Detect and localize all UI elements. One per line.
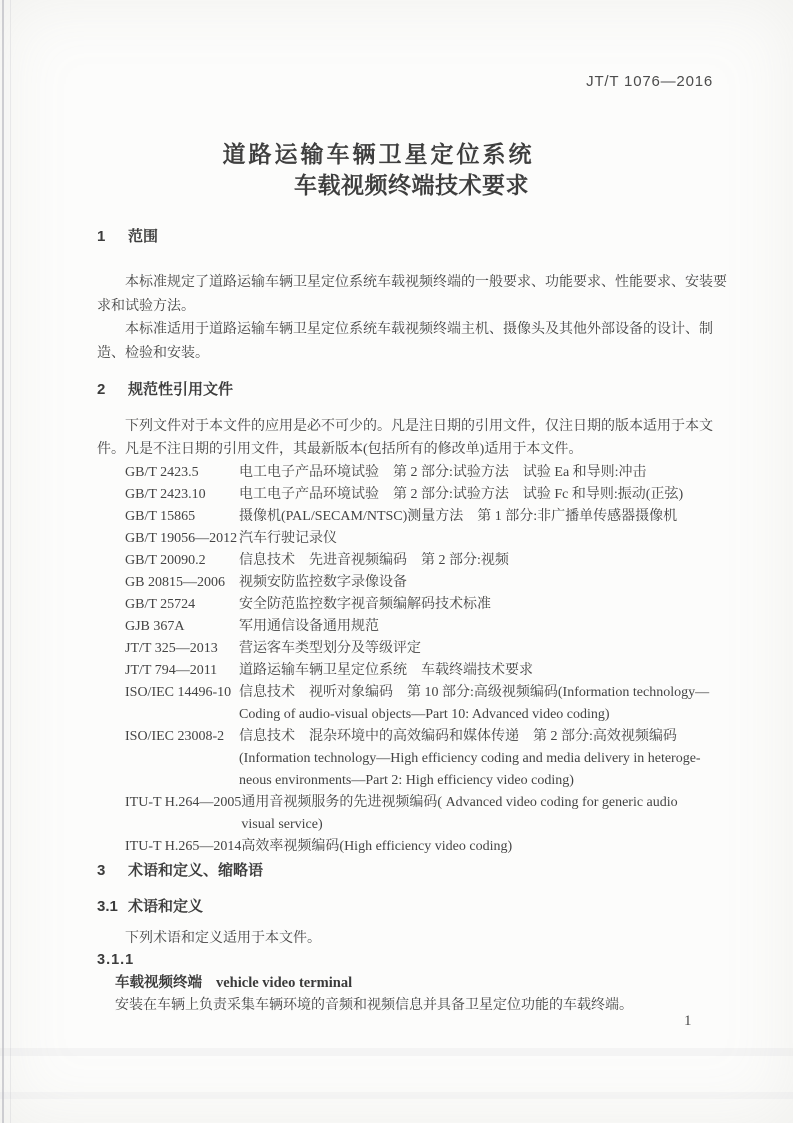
reference-title-line: 军用通信设备通用规范: [239, 619, 379, 634]
term-name-chinese: 车载视频终端: [115, 975, 202, 991]
page-number: 1: [684, 1013, 692, 1029]
reference-code: GB/T 20090.2: [125, 553, 206, 568]
reference-code: GB/T 15865: [125, 509, 196, 524]
reference-title-line: (Information technology—High efficiency coding and media delivery in heteroge-: [239, 751, 701, 766]
reference-title: [239, 616, 733, 638]
reference-code: JT/T 325—2013: [125, 641, 218, 656]
reference-title-line: 高效率视频编码(High efficiency video coding): [241, 839, 513, 854]
reference-item: [97, 836, 733, 858]
reference-title-line: 电工电子产品环境试验 第 2 部分:试验方法 试验 Ea 和导则:冲击: [239, 465, 647, 480]
reference-title-line: 信息技术 视听对象编码 第 10 部分:高级视频编码(Information technology—: [239, 685, 710, 700]
reference-title-line: 通用音视频服务的先进视频编码( Advanced video coding for generic audio: [241, 795, 678, 810]
title-line-1: 道路运输车辆卫星定位系统: [222, 141, 535, 167]
reference-item: [97, 484, 733, 506]
reference-code: ISO/IEC 14496-10: [125, 685, 232, 700]
term-entry-title: [115, 974, 727, 992]
reference-title-line: 信息技术 混杂环境中的高效编码和媒体传递 第 2 部分:高效视频编码: [239, 729, 677, 744]
reference-code: GB 20815—2006: [125, 575, 225, 590]
reference-title: [239, 594, 733, 616]
section-1-heading: [97, 228, 737, 245]
reference-title: [239, 682, 733, 726]
reference-title: [239, 572, 733, 594]
reference-code: ISO/IEC 23008-2: [125, 729, 225, 744]
reference-item: [97, 726, 733, 792]
reference-code: ITU-T H.265—2014: [125, 839, 242, 854]
scope-paragraph-2: 本标准适用于道路运输车辆卫星定位系统车载视频终端主机、摄像头及其他外部设备的设计、制造、检验和安装。: [97, 322, 713, 361]
terms-intro: 下列术语和定义适用于本文件。: [125, 931, 321, 946]
reference-item: [97, 594, 733, 616]
section-3-1-title: 术语和定义: [128, 898, 204, 915]
reference-code: GB/T 2423.10: [125, 487, 206, 502]
reference-code: GB/T 19056—2012: [125, 531, 238, 546]
reference-item: [97, 682, 733, 726]
references-list: [97, 462, 733, 858]
reference-title-line: 营运客车类型划分及等级评定: [239, 641, 421, 656]
section-1-title: 范围: [128, 228, 159, 245]
reference-item: [97, 616, 733, 638]
reference-code: GB/T 25724: [125, 597, 196, 612]
reference-title: [239, 660, 733, 682]
reference-title-line: neous environments—Part 2: High efficiency video coding): [239, 773, 574, 788]
reference-title: [241, 836, 733, 858]
reference-item: [97, 462, 733, 484]
scan-smudge: [0, 1048, 793, 1056]
standard-number: JT/T 1076—2016: [586, 73, 713, 90]
section-1-body: [97, 271, 727, 365]
reference-title: [239, 550, 733, 572]
reference-item: [97, 528, 733, 550]
references-intro: 下列文件对于本文件的应用是必不可少的。凡是注日期的引用文件，仅注日期的版本适用于本文件。凡是不注日期的引用文件，其最新版本(包括所有的修改单)适用于本文件。: [97, 419, 713, 457]
section-2-heading: [97, 381, 737, 398]
reference-code: ITU-T H.264—2005: [125, 795, 242, 810]
reference-code: GJB 367A: [125, 619, 185, 634]
reference-item: [97, 638, 733, 660]
reference-title-line: visual service): [241, 817, 323, 832]
scan-smudge: [0, 1092, 793, 1099]
reference-item: [97, 572, 733, 594]
reference-code: JT/T 794—2011: [125, 663, 218, 678]
reference-title-line: 信息技术 先进音视频编码 第 2 部分:视频: [239, 553, 509, 568]
section-1-number: 1: [97, 228, 106, 245]
scope-paragraph-1: 本标准规定了道路运输车辆卫星定位系统车载视频终端的一般要求、功能要求、性能要求、安装要求和试验方法。: [97, 275, 727, 314]
reference-title: [239, 726, 733, 792]
reference-title: [241, 792, 733, 836]
term-name-english: vehicle video terminal: [216, 975, 353, 991]
section-3-1-number: 3.1: [97, 898, 118, 915]
reference-item: [97, 660, 733, 682]
section-3-number: 3: [97, 862, 106, 879]
reference-title: [239, 528, 733, 550]
reference-title-line: 道路运输车辆卫星定位系统 车载终端技术要求: [239, 663, 533, 678]
reference-title: [239, 506, 733, 528]
section-3-title: 术语和定义、缩略语: [128, 862, 264, 879]
reference-title-line: 安全防范监控数字视音频编解码技术标准: [239, 597, 491, 612]
section-2-number: 2: [97, 381, 106, 398]
reference-item: [97, 792, 733, 836]
term-entry-number: 3.1.1: [97, 952, 135, 968]
reference-title-line: Coding of audio-visual objects—Part 10: Advanced video coding): [239, 707, 610, 722]
reference-item: [97, 506, 733, 528]
section-3-1-heading: [97, 898, 737, 915]
reference-title-line: 汽车行驶记录仪: [239, 531, 337, 546]
reference-title: [239, 484, 733, 506]
reference-code: GB/T 2423.5: [125, 465, 199, 480]
reference-title-line: 摄像机(PAL/SECAM/NTSC)测量方法 第 1 部分:非广播单传感器摄像机: [239, 509, 678, 524]
reference-title-line: 电工电子产品环境试验 第 2 部分:试验方法 试验 Fc 和导则:振动(正弦): [239, 487, 684, 502]
reference-title: [239, 638, 733, 660]
section-2-title: 规范性引用文件: [128, 381, 234, 398]
document-title: [0, 139, 793, 201]
reference-item: [97, 550, 733, 572]
term-entry-definition: 安装在车辆上负责采集车辆环境的音频和视频信息并具备卫星定位功能的车载终端。: [115, 998, 633, 1013]
section-3-heading: [97, 862, 737, 879]
reference-title: [239, 462, 733, 484]
title-line-2: 车载视频终端技术要求: [294, 172, 529, 198]
reference-title-line: 视频安防监控数字录像设备: [239, 575, 407, 590]
